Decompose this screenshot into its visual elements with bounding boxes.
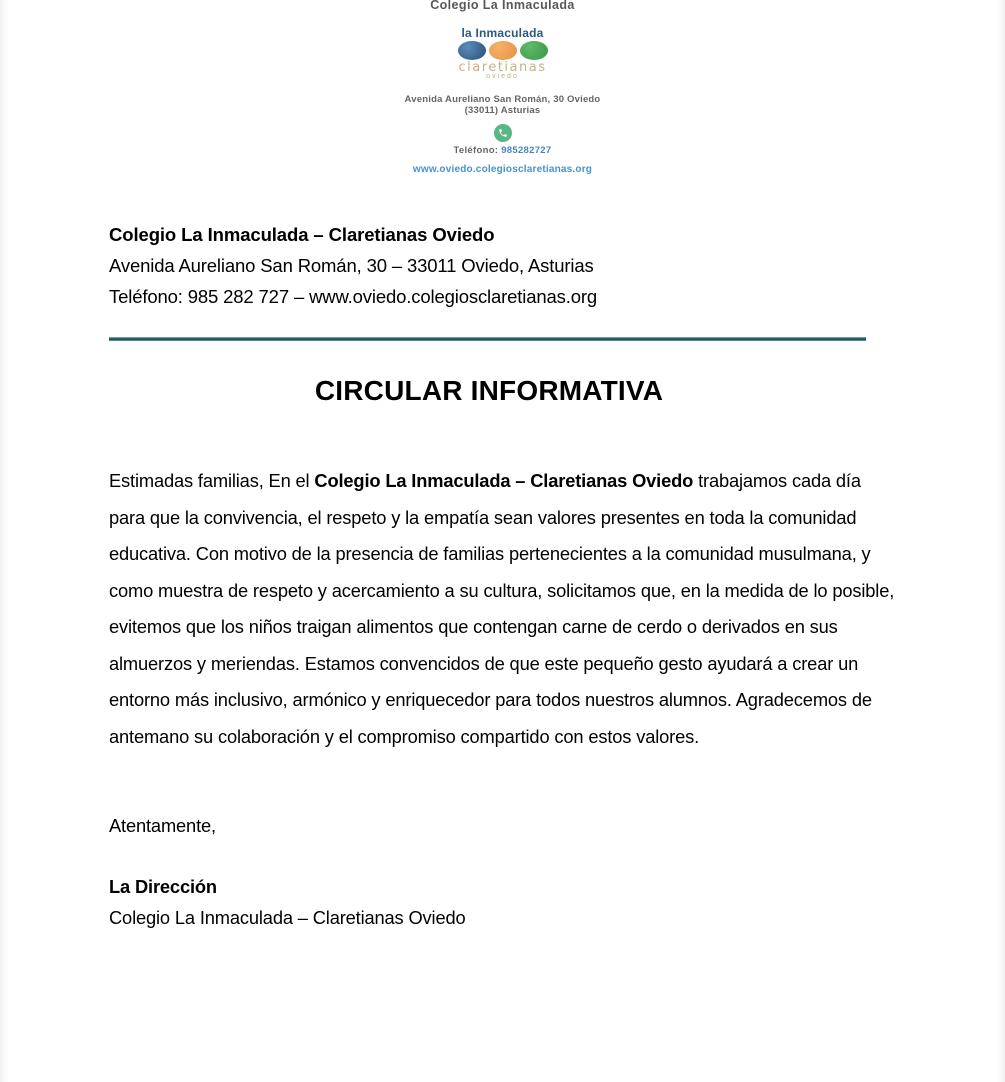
logo-sub-wordmark: claretianas xyxy=(458,60,547,75)
body-part-1: Estimadas familias, En el xyxy=(109,470,315,491)
phone-icon xyxy=(494,124,512,142)
closing-salutation: Atentamente, xyxy=(109,815,216,836)
organization-block xyxy=(109,219,899,312)
organization-contact: Teléfono: 985 282 727 – www.oviedo.colegiosclaretianas.org xyxy=(109,286,598,307)
page-edge-left xyxy=(0,0,10,1082)
letterhead-website-link[interactable]: www.oviedo.colegiosclaretianas.org xyxy=(412,164,593,175)
logo-wordmark: la Inmaculada xyxy=(461,26,544,40)
header-divider xyxy=(109,337,866,341)
letterhead-phone-number: 985282727 xyxy=(501,145,552,156)
logo-circle-blue-icon xyxy=(458,41,486,60)
page-edge-right xyxy=(995,0,1005,1082)
signature-organization: Colegio La Inmaculada – Claretianas Oviedo xyxy=(109,907,466,928)
letterhead-school-name: Colegio La Inmaculada xyxy=(430,0,575,12)
logo-city-label: oviedo xyxy=(486,73,519,80)
logo-circle-orange-icon xyxy=(489,41,517,60)
school-logo xyxy=(458,27,548,80)
organization-name: Colegio La Inmaculada – Claretianas Oviedo xyxy=(109,224,495,245)
organization-address: Avenida Aureliano San Román, 30 – 33011 Oviedo, Asturias xyxy=(109,255,594,276)
signature-role: La Dirección xyxy=(109,876,217,897)
body-part-2: trabajamos cada día para que la convivencia, el respeto y la empatía sean valores presentes en toda la comunidad educativa. Con motivo de la presencia de familias pertenecientes a la comunidad musulmana, y como muestra de respeto y acercamiento a su cultura, solicitamos que, en la medida de lo posible, evitemos que los niños traigan alimentos que contengan carne de cerdo o derivados en sus almuerzos y meriendas. Estamos convencidos de que este pequeño gesto ayudará a crear un entorno más inclusivo, armónico y enriquecedor para todos nuestros alumnos. Agradecemos de antemano su colaboración y el compromiso compartido con estos valores. xyxy=(109,470,895,747)
letterhead-address xyxy=(0,94,1005,116)
signature-block xyxy=(109,810,899,933)
document-content xyxy=(109,219,899,933)
letterhead-address-line-2: (33011) Asturias xyxy=(464,105,541,116)
letterhead-address-line-1: Avenida Aureliano San Román, 30 Oviedo xyxy=(404,94,601,105)
letterhead-phone xyxy=(0,145,1005,156)
body-emphasis: Colegio La Inmaculada – Claretianas Oviedo xyxy=(314,470,694,491)
letterhead-phone-label: Teléfono: xyxy=(453,145,499,156)
body-paragraph xyxy=(109,463,899,755)
logo-circle-green-icon xyxy=(520,41,548,60)
page-title: CIRCULAR INFORMATIVA xyxy=(314,375,664,406)
logo-circles xyxy=(458,41,548,60)
letterhead-banner xyxy=(0,0,1005,175)
